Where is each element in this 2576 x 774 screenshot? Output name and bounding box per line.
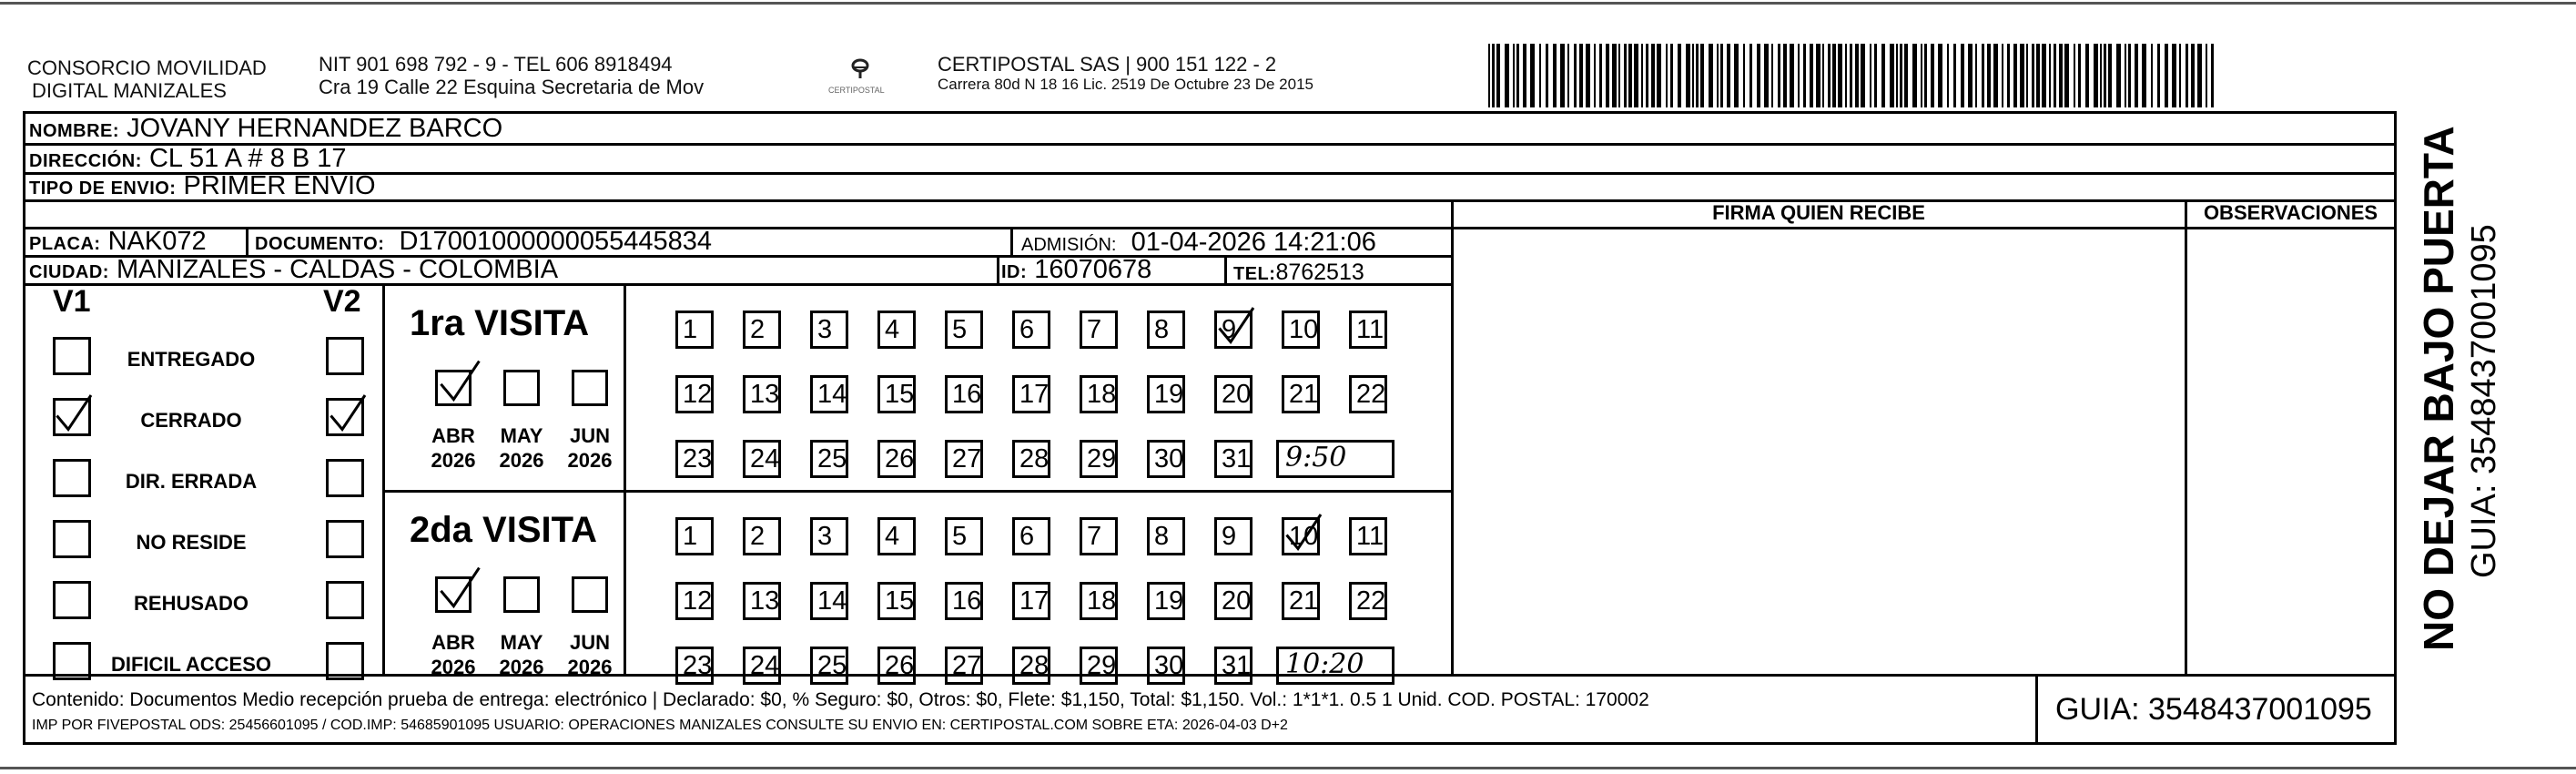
barcode-bar [1579,44,1583,107]
day-box[interactable]: 18 [1080,582,1118,620]
barcode-bar [2165,44,2168,107]
barcode-bar [2013,44,2017,107]
barcode-bar [2036,44,2040,107]
year-label: 2026 [431,656,476,678]
day-box[interactable]: 22 [1349,375,1387,413]
barcode-bar [2064,44,2069,107]
day-box[interactable]: 17 [1012,375,1050,413]
checkmark-icon [433,563,484,614]
barcode-bar [1700,44,1704,107]
barcode-bar [1523,44,1526,107]
courier-logo [828,55,892,100]
month-checkbox[interactable] [572,576,608,613]
barcode-bar [1734,44,1739,107]
barcode-bar [2179,44,2181,107]
barcode [1488,44,2216,107]
plate-label: PLACA: [29,234,101,254]
barcode-bar [1612,44,1617,107]
top-edge-line [0,2,2576,5]
day-box[interactable]: 10 [1282,517,1320,555]
divider [1451,199,1454,677]
checkmark-icon [1280,510,1325,555]
v1-checkbox[interactable] [53,337,91,375]
barcode-bar [1696,44,1699,107]
barcode-bar [2157,44,2160,107]
divider [624,283,626,675]
city-row [29,255,558,287]
barcode-bar [2151,44,2153,107]
day-box[interactable]: 25 [810,647,848,685]
day-box[interactable]: 10 [1282,311,1320,349]
barcode-bar [1904,44,1908,107]
barcode-bar [1798,44,1800,107]
v1-checkbox[interactable] [53,581,91,619]
day-box[interactable]: 5 [945,311,983,349]
barcode-bar [2142,44,2146,107]
day-box[interactable]: 19 [1147,375,1185,413]
day-box[interactable]: 28 [1012,647,1050,685]
divider [382,490,1454,493]
status-label: DIFICIL ACCESO [110,653,271,676]
barcode-bar [1924,44,1927,107]
day-box[interactable]: 7 [1080,311,1118,349]
barcode-bar [2094,44,2098,107]
barcode-bar [2100,44,2102,107]
divider [23,172,2397,175]
barcode-bar [1968,44,1973,107]
barcode-bar [2104,44,2106,107]
bottom-edge-line [0,767,2576,769]
barcode-bar [1810,44,1813,107]
month-label: ABR [431,631,475,654]
barcode-bar [1720,44,1723,107]
barcode-bar [1666,44,1668,107]
signature-header: FIRMA QUIEN RECIBE [1712,201,1925,224]
day-box[interactable]: 12 [675,582,714,620]
year-label: 2026 [567,449,613,472]
barcode-bar [1743,44,1745,107]
v1-label: V1 [53,284,91,319]
admission-label: ADMISIÓN: [1021,235,1117,255]
day-box[interactable]: 6 [1012,517,1050,555]
divider [23,674,2397,677]
barcode-bar [1560,44,1565,107]
barcode-bar [2032,44,2034,107]
day-box[interactable]: 7 [1080,517,1118,555]
side-guia-number: GUIA: 3548437001095 [2465,224,2503,578]
id-label: ID: [1001,262,1028,282]
barcode-bar [1492,44,1495,107]
barcode-bar [1594,44,1596,107]
day-box[interactable]: 26 [877,440,916,478]
day-box[interactable]: 16 [945,582,983,620]
barcode-bar [1764,44,1769,107]
day-box[interactable]: 15 [877,582,916,620]
divider [2185,199,2187,677]
v1-checkbox[interactable] [53,459,91,497]
courier-info [938,53,1313,93]
divider [382,283,385,675]
v2-checkbox[interactable] [326,459,364,497]
day-box[interactable]: 27 [945,440,983,478]
year-label: 2026 [499,449,544,472]
barcode-bar [2049,44,2051,107]
day-box[interactable]: 4 [877,311,916,349]
company-name [27,56,267,102]
barcode-bar [1850,44,1852,107]
month-label: MAY [500,424,543,447]
barcode-bar [1567,44,1569,107]
barcode-bar [2211,44,2214,107]
barcode-bar [1516,44,1519,107]
divider [2035,674,2038,745]
barcode-bar [2186,44,2188,107]
day-box[interactable]: 29 [1080,440,1118,478]
barcode-bar [1717,44,1719,107]
day-box[interactable]: 27 [945,647,983,685]
day-box[interactable]: 20 [1214,582,1253,620]
status-label: DIR. ERRADA [125,470,258,493]
admission-value: 01-04-2026 14:21:06 [1131,228,1376,257]
barcode-bar [1678,44,1681,107]
barcode-bar [1624,44,1627,107]
barcode-bar [1953,44,1956,107]
day-box[interactable]: 19 [1147,582,1185,620]
barcode-bar [1790,44,1794,107]
day-box[interactable]: 16 [945,375,983,413]
barcode-bar [2074,44,2075,107]
year-label: 2026 [499,656,544,678]
barcode-bar [1646,44,1648,107]
document-label: DOCUMENTO: [255,234,385,254]
day-box[interactable]: 29 [1080,647,1118,685]
barcode-bar [1961,44,1964,107]
barcode-bar [1513,44,1515,107]
barcode-bar [1778,44,1780,107]
ship-type: PRIMER ENVIO [183,171,376,200]
barcode-bar [1553,44,1557,107]
day-box[interactable]: 11 [1349,517,1387,555]
tel-value: 8762513 [1275,260,1364,285]
barcode-bar [1993,44,1998,107]
checkmark-icon [324,391,370,436]
day-box[interactable]: 14 [810,375,848,413]
day-box[interactable]: 3 [810,311,848,349]
barcode-bar [1874,44,1877,107]
month-checkbox[interactable] [503,576,540,613]
month-label: JUN [569,424,610,447]
barcode-bar [1641,44,1643,107]
day-box[interactable]: 2 [743,311,781,349]
day-box[interactable]: 18 [1080,375,1118,413]
barcode-bar [1505,44,1509,107]
day-box[interactable]: 17 [1012,582,1050,620]
courier-line-1: CERTIPOSTAL SAS | 900 151 122 - 2 [938,53,1277,76]
month-label: MAY [500,631,543,654]
day-box[interactable]: 8 [1147,311,1185,349]
barcode-bar [1771,44,1773,107]
visit-title: 1ra VISITA [410,303,590,343]
barcode-bar [1686,44,1690,107]
day-box[interactable]: 28 [1012,440,1050,478]
barcode-bar [1574,44,1577,107]
handwritten-time: 9:50 [1285,442,1347,474]
v2-checkbox[interactable] [326,642,364,680]
barcode-bar [1692,44,1694,107]
barcode-bar [2197,44,2202,107]
barcode-bar [2042,44,2046,107]
barcode-bar [1488,44,1490,107]
observations-header: OBSERVACIONES [2203,201,2378,224]
barcode-bar [2026,44,2028,107]
divider [997,255,999,283]
divider [246,227,248,255]
day-box[interactable]: 21 [1282,375,1320,413]
barcode-bar [2206,44,2207,107]
barcode-bar [1599,44,1602,107]
day-box[interactable]: 1 [675,517,714,555]
barcode-bar [1546,44,1548,107]
barcode-bar [1618,44,1620,107]
footer-guia-number: GUIA: 3548437001095 [2055,692,2372,727]
company-line-1: CONSORCIO MOVILIDAD [27,56,267,79]
barcode-bar [1987,44,1991,107]
day-box[interactable]: 24 [743,440,781,478]
day-box[interactable]: 31 [1214,440,1253,478]
status-label: NO RESIDE [136,531,247,554]
day-box[interactable]: 11 [1349,311,1387,349]
status-label: ENTREGADO [127,348,256,371]
divider [1451,227,2394,229]
handwritten-time: 10:20 [1285,648,1364,680]
barcode-bar [2007,44,2010,107]
barcode-bar [1931,44,1934,107]
barcode-bar [2085,44,2089,107]
company-line-2: DIGITAL MANIZALES [32,79,227,102]
plate-row [29,227,207,259]
barcode-bar [2020,44,2024,107]
ship-type-label: TIPO DE ENVIO: [29,178,177,199]
name-label: NOMBRE: [29,121,120,141]
v2-checkbox[interactable] [326,581,364,619]
day-box[interactable]: 30 [1147,440,1185,478]
month-checkbox[interactable] [572,370,608,406]
barcode-bar [1912,44,1917,107]
day-box[interactable]: 3 [810,517,848,555]
barcode-bar [1828,44,1831,107]
barcode-bar [1938,44,1942,107]
barcode-bar [1586,44,1590,107]
barcode-bar [1539,44,1541,107]
barcode-bar [1832,44,1836,107]
checkmark-icon [433,356,484,407]
barcode-bar [2128,44,2131,107]
barcode-bar [2108,44,2112,107]
month-label: ABR [431,424,475,447]
month-checkbox[interactable] [503,370,540,406]
barcode-bar [1921,44,1922,107]
company-contact [319,53,704,98]
barcode-bar [1975,44,1977,107]
v2-checkbox[interactable] [326,337,364,375]
ship-type-row [29,171,376,203]
day-box[interactable]: 6 [1012,311,1050,349]
barcode-bar [1816,44,1820,107]
day-box[interactable]: 21 [1282,582,1320,620]
day-box[interactable]: 13 [743,582,781,620]
barcode-bar [1822,44,1824,107]
tel-row [1233,258,1364,289]
barcode-bar [2078,44,2081,107]
barcode-bar [1855,44,1859,107]
barcode-bar [1861,44,1865,107]
day-box[interactable]: 1 [675,311,714,349]
day-box[interactable]: 4 [877,517,916,555]
document-value: D17001000000055445834 [399,227,713,256]
footer-imp-line: IMP POR FIVEPOSTAL ODS: 25456601095 / COD.IMP: 54685901095 USUARIO: OPERACIONES MANIZALES CONSULTE SU ENVIO EN: CERTIPOSTAL.COM SOBRE ETA: 2026-04-03 D+2 [32,718,1288,733]
barcode-graphic [1488,44,2216,107]
day-box[interactable]: 26 [877,647,916,685]
barcode-bar [1870,44,1871,107]
day-box[interactable]: 22 [1349,582,1387,620]
status-label: CERRADO [140,409,242,432]
day-box[interactable]: 12 [675,375,714,413]
day-box[interactable]: 23 [675,440,714,478]
year-label: 2026 [567,656,613,678]
logo-caption: CERTIPOSTAL [828,86,885,95]
barcode-bar [1947,44,1949,107]
name-row [29,114,502,146]
courier-line-2: Carrera 80d N 18 16 Lic. 2519 De Octubre 23 De 2015 [938,76,1313,93]
year-label: 2026 [431,449,476,472]
day-box[interactable]: 31 [1214,647,1253,685]
address-label: DIRECCIÓN: [29,151,142,171]
barcode-bar [1709,44,1713,107]
day-box[interactable]: 15 [877,375,916,413]
barcode-bar [1657,44,1661,107]
day-box[interactable]: 13 [743,375,781,413]
barcode-bar [1982,44,1984,107]
day-box[interactable]: 9 [1214,517,1253,555]
v2-label: V2 [323,284,361,319]
day-box[interactable]: 8 [1147,517,1185,555]
barcode-bar [1628,44,1632,107]
barcode-bar [2116,44,2121,107]
barcode-bar [1890,44,1894,107]
day-box[interactable]: 20 [1214,375,1253,413]
day-box[interactable]: 25 [810,440,848,478]
barcode-bar [1749,44,1752,107]
day-box[interactable]: 23 [675,647,714,685]
barcode-bar [2002,44,2003,107]
nit-line: NIT 901 698 792 - 9 - TEL 606 8918494 [319,53,673,76]
v1-checkbox[interactable] [53,520,91,558]
barcode-bar [1783,44,1787,107]
day-box[interactable]: 2 [743,517,781,555]
v1-checkbox[interactable] [53,642,91,680]
id-row [1001,255,1151,287]
barcode-bar [2125,44,2126,107]
document-row [255,227,712,259]
barcode-bar [1727,44,1730,107]
divider [1010,227,1013,255]
barcode-bar [1606,44,1609,107]
plate-value: NAK072 [107,227,207,256]
day-box[interactable]: 14 [810,582,848,620]
city-label: CIUDAD: [29,262,109,282]
barcode-bar [1845,44,1847,107]
recipient-address: CL 51 A # 8 B 17 [148,144,347,173]
id-value: 16070678 [1034,255,1152,284]
tel-label: TEL: [1233,264,1276,284]
barcode-bar [1670,44,1673,107]
month-label: JUN [569,631,610,654]
v2-checkbox[interactable] [326,520,364,558]
barcode-bar [2172,44,2176,107]
barcode-bar [1757,44,1760,107]
barcode-bar [1881,44,1885,107]
barcode-bar [1651,44,1655,107]
day-box[interactable]: 30 [1147,647,1185,685]
barcode-bar [2054,44,2056,107]
day-box[interactable]: 5 [945,517,983,555]
footer-contents: Contenido: Documentos Medio recepción prueba de entrega: electrónico | Declarado: $0, % Seguro: $0, Otros: $0, Flete: $1,150, Total: $1,150. Vol.: 1*1*1. 0.5 1 Unid. COD. POSTAL: 170002 [32,689,1649,710]
recipient-name: JOVANY HERNANDEZ BARCO [127,114,503,143]
barcode-bar [2191,44,2195,107]
city-value: MANIZALES - CALDAS - COLOMBIA [117,255,559,284]
no-slip-under-door-warning: NO DEJAR BAJO PUERTA [2415,126,2462,651]
barcode-bar [1803,44,1806,107]
checkmark-icon [1212,303,1258,349]
barcode-bar [2059,44,2063,107]
divider [2394,111,2397,745]
barcode-bar [1838,44,1842,107]
day-box[interactable]: 24 [743,647,781,685]
barcode-bar [1900,44,1902,107]
checkmark-icon [50,391,96,436]
barcode-bar [1530,44,1535,107]
visit-title: 2da VISITA [410,510,597,550]
barcode-bar [2135,44,2138,107]
status-label: REHUSADO [134,592,248,615]
barcode-bar [1896,44,1898,107]
day-box[interactable]: 9 [1214,311,1253,349]
barcode-bar [1634,44,1638,107]
barcode-bar [1496,44,1500,107]
address-line: Cra 19 Calle 22 Esquina Secretaria de Mov [319,76,705,98]
